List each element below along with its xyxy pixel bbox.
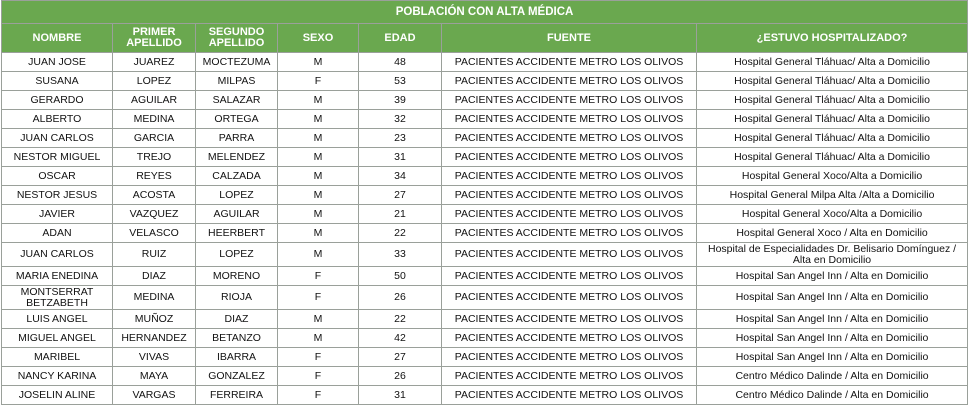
cell-nombre: JUAN CARLOS (2, 243, 113, 267)
cell-edad: 21 (359, 205, 442, 224)
cell-hospitalizado: Hospital San Angel Inn / Alta en Domicilio (697, 286, 968, 310)
cell-hospitalizado: Hospital San Angel Inn / Alta en Domicilio (697, 329, 968, 348)
cell-hospitalizado: Hospital General Xoco/Alta a Domicilio (697, 205, 968, 224)
cell-segundo-apellido: RIOJA (196, 286, 278, 310)
cell-sexo: M (278, 205, 359, 224)
cell-segundo-apellido: AGUILAR (196, 205, 278, 224)
cell-sexo: M (278, 186, 359, 205)
cell-fuente: PACIENTES ACCIDENTE METRO LOS OLIVOS (442, 367, 697, 386)
cell-edad: 33 (359, 243, 442, 267)
table-title-row (2, 1, 968, 24)
cell-fuente: PACIENTES ACCIDENTE METRO LOS OLIVOS (442, 72, 697, 91)
cell-nombre: OSCAR (2, 167, 113, 186)
cell-hospitalizado: Hospital General Xoco/Alta a Domicilio (697, 167, 968, 186)
patient-table-container (1, 0, 967, 405)
cell-sexo: F (278, 367, 359, 386)
cell-primer-apellido: ACOSTA (113, 186, 196, 205)
cell-hospitalizado: Hospital General Xoco / Alta en Domicilio (697, 224, 968, 243)
cell-segundo-apellido: GONZALEZ (196, 367, 278, 386)
cell-segundo-apellido: MORENO (196, 267, 278, 286)
cell-hospitalizado: Centro Médico Dalinde / Alta en Domicilio (697, 386, 968, 405)
header-nombre: NOMBRE (2, 24, 113, 53)
cell-nombre: NANCY KARINA (2, 367, 113, 386)
table-row (2, 148, 968, 167)
header-edad: EDAD (359, 24, 442, 53)
cell-nombre: JUAN CARLOS (2, 129, 113, 148)
cell-primer-apellido: MEDINA (113, 286, 196, 310)
cell-nombre: GERARDO (2, 91, 113, 110)
cell-hospitalizado: Hospital General Tláhuac/ Alta a Domicilio (697, 129, 968, 148)
cell-fuente: PACIENTES ACCIDENTE METRO LOS OLIVOS (442, 348, 697, 367)
cell-hospitalizado: Hospital General Tláhuac/ Alta a Domicilio (697, 53, 968, 72)
cell-sexo: M (278, 148, 359, 167)
cell-sexo: M (278, 110, 359, 129)
table-row (2, 53, 968, 72)
table-row (2, 129, 968, 148)
cell-hospitalizado: Hospital General Tláhuac/ Alta a Domicilio (697, 148, 968, 167)
cell-fuente: PACIENTES ACCIDENTE METRO LOS OLIVOS (442, 129, 697, 148)
cell-primer-apellido: REYES (113, 167, 196, 186)
table-row (2, 267, 968, 286)
cell-hospitalizado: Hospital de Especialidades Dr. Belisario Domínguez / Alta en Domicilio (697, 243, 968, 267)
cell-nombre: LUIS ANGEL (2, 310, 113, 329)
cell-primer-apellido: VARGAS (113, 386, 196, 405)
cell-edad: 26 (359, 367, 442, 386)
cell-nombre: ADAN (2, 224, 113, 243)
cell-nombre: JUAN JOSE (2, 53, 113, 72)
cell-nombre: JOSELIN ALINE (2, 386, 113, 405)
cell-sexo: M (278, 129, 359, 148)
cell-fuente: PACIENTES ACCIDENTE METRO LOS OLIVOS (442, 386, 697, 405)
table-row (2, 205, 968, 224)
cell-edad: 50 (359, 267, 442, 286)
table-row (2, 91, 968, 110)
cell-edad: 39 (359, 91, 442, 110)
cell-edad: 53 (359, 72, 442, 91)
cell-segundo-apellido: HEERBERT (196, 224, 278, 243)
cell-segundo-apellido: CALZADA (196, 167, 278, 186)
cell-hospitalizado: Hospital General Tláhuac/ Alta a Domicilio (697, 91, 968, 110)
table-row (2, 286, 968, 310)
cell-sexo: M (278, 167, 359, 186)
table-row (2, 310, 968, 329)
cell-primer-apellido: JUAREZ (113, 53, 196, 72)
table-title: POBLACIÓN CON ALTA MÉDICA (2, 1, 968, 24)
header-hospitalizado: ¿ESTUVO HOSPITALIZADO? (697, 24, 968, 53)
cell-hospitalizado: Hospital General Tláhuac/ Alta a Domicilio (697, 72, 968, 91)
cell-segundo-apellido: MOCTEZUMA (196, 53, 278, 72)
cell-primer-apellido: MUÑOZ (113, 310, 196, 329)
cell-segundo-apellido: BETANZO (196, 329, 278, 348)
cell-sexo: M (278, 310, 359, 329)
table-row (2, 386, 968, 405)
cell-primer-apellido: DIAZ (113, 267, 196, 286)
table-row (2, 329, 968, 348)
cell-fuente: PACIENTES ACCIDENTE METRO LOS OLIVOS (442, 243, 697, 267)
cell-primer-apellido: HERNANDEZ (113, 329, 196, 348)
cell-sexo: F (278, 386, 359, 405)
table-row (2, 224, 968, 243)
cell-sexo: M (278, 329, 359, 348)
table-row (2, 348, 968, 367)
cell-hospitalizado: Hospital San Angel Inn / Alta en Domicilio (697, 348, 968, 367)
cell-primer-apellido: VAZQUEZ (113, 205, 196, 224)
cell-primer-apellido: TREJO (113, 148, 196, 167)
cell-fuente: PACIENTES ACCIDENTE METRO LOS OLIVOS (442, 167, 697, 186)
cell-nombre: NESTOR JESUS (2, 186, 113, 205)
cell-fuente: PACIENTES ACCIDENTE METRO LOS OLIVOS (442, 148, 697, 167)
cell-edad: 27 (359, 348, 442, 367)
cell-sexo: F (278, 72, 359, 91)
cell-edad: 27 (359, 186, 442, 205)
cell-hospitalizado: Centro Médico Dalinde / Alta en Domicilio (697, 367, 968, 386)
header-segundo-apellido: SEGUNDO APELLIDO (196, 24, 278, 53)
cell-fuente: PACIENTES ACCIDENTE METRO LOS OLIVOS (442, 205, 697, 224)
cell-primer-apellido: VIVAS (113, 348, 196, 367)
cell-nombre: JAVIER (2, 205, 113, 224)
cell-edad: 22 (359, 224, 442, 243)
cell-sexo: F (278, 348, 359, 367)
cell-nombre: MARIBEL (2, 348, 113, 367)
cell-edad: 23 (359, 129, 442, 148)
header-primer-apellido: PRIMER APELLIDO (113, 24, 196, 53)
cell-edad: 31 (359, 386, 442, 405)
cell-segundo-apellido: PARRA (196, 129, 278, 148)
cell-primer-apellido: MAYA (113, 367, 196, 386)
table-row (2, 167, 968, 186)
cell-nombre: MARIA ENEDINA (2, 267, 113, 286)
cell-segundo-apellido: FERREIRA (196, 386, 278, 405)
cell-edad: 34 (359, 167, 442, 186)
cell-edad: 42 (359, 329, 442, 348)
cell-hospitalizado: Hospital San Angel Inn / Alta en Domicilio (697, 310, 968, 329)
cell-segundo-apellido: MILPAS (196, 72, 278, 91)
cell-nombre: NESTOR MIGUEL (2, 148, 113, 167)
cell-fuente: PACIENTES ACCIDENTE METRO LOS OLIVOS (442, 110, 697, 129)
cell-sexo: M (278, 224, 359, 243)
cell-segundo-apellido: ORTEGA (196, 110, 278, 129)
cell-nombre: MIGUEL ANGEL (2, 329, 113, 348)
cell-sexo: M (278, 91, 359, 110)
cell-sexo: F (278, 286, 359, 310)
cell-segundo-apellido: LOPEZ (196, 186, 278, 205)
cell-edad: 26 (359, 286, 442, 310)
header-sexo: SEXO (278, 24, 359, 53)
cell-sexo: F (278, 267, 359, 286)
cell-primer-apellido: MEDINA (113, 110, 196, 129)
cell-sexo: M (278, 243, 359, 267)
cell-edad: 22 (359, 310, 442, 329)
cell-primer-apellido: VELASCO (113, 224, 196, 243)
table-row (2, 186, 968, 205)
cell-fuente: PACIENTES ACCIDENTE METRO LOS OLIVOS (442, 186, 697, 205)
cell-primer-apellido: LOPEZ (113, 72, 196, 91)
cell-fuente: PACIENTES ACCIDENTE METRO LOS OLIVOS (442, 329, 697, 348)
cell-segundo-apellido: IBARRA (196, 348, 278, 367)
cell-fuente: PACIENTES ACCIDENTE METRO LOS OLIVOS (442, 224, 697, 243)
cell-segundo-apellido: DIAZ (196, 310, 278, 329)
cell-fuente: PACIENTES ACCIDENTE METRO LOS OLIVOS (442, 267, 697, 286)
cell-sexo: M (278, 53, 359, 72)
cell-fuente: PACIENTES ACCIDENTE METRO LOS OLIVOS (442, 286, 697, 310)
table-row (2, 243, 968, 267)
table-body (2, 53, 968, 405)
cell-hospitalizado: Hospital General Milpa Alta /Alta a Domicilio (697, 186, 968, 205)
table-row (2, 367, 968, 386)
patient-table (1, 0, 968, 405)
table-row (2, 72, 968, 91)
cell-fuente: PACIENTES ACCIDENTE METRO LOS OLIVOS (442, 91, 697, 110)
cell-fuente: PACIENTES ACCIDENTE METRO LOS OLIVOS (442, 53, 697, 72)
cell-edad: 48 (359, 53, 442, 72)
cell-primer-apellido: GARCIA (113, 129, 196, 148)
cell-hospitalizado: Hospital General Tláhuac/ Alta a Domicilio (697, 110, 968, 129)
cell-edad: 32 (359, 110, 442, 129)
cell-fuente: PACIENTES ACCIDENTE METRO LOS OLIVOS (442, 310, 697, 329)
cell-primer-apellido: AGUILAR (113, 91, 196, 110)
cell-nombre: ALBERTO (2, 110, 113, 129)
cell-primer-apellido: RUIZ (113, 243, 196, 267)
cell-segundo-apellido: SALAZAR (196, 91, 278, 110)
cell-nombre: SUSANA (2, 72, 113, 91)
table-header-row (2, 24, 968, 53)
header-fuente: FUENTE (442, 24, 697, 53)
cell-hospitalizado: Hospital San Angel Inn / Alta en Domicilio (697, 267, 968, 286)
cell-nombre: MONTSERRAT BETZABETH (2, 286, 113, 310)
cell-segundo-apellido: MELENDEZ (196, 148, 278, 167)
table-row (2, 110, 968, 129)
cell-edad: 31 (359, 148, 442, 167)
cell-segundo-apellido: LOPEZ (196, 243, 278, 267)
